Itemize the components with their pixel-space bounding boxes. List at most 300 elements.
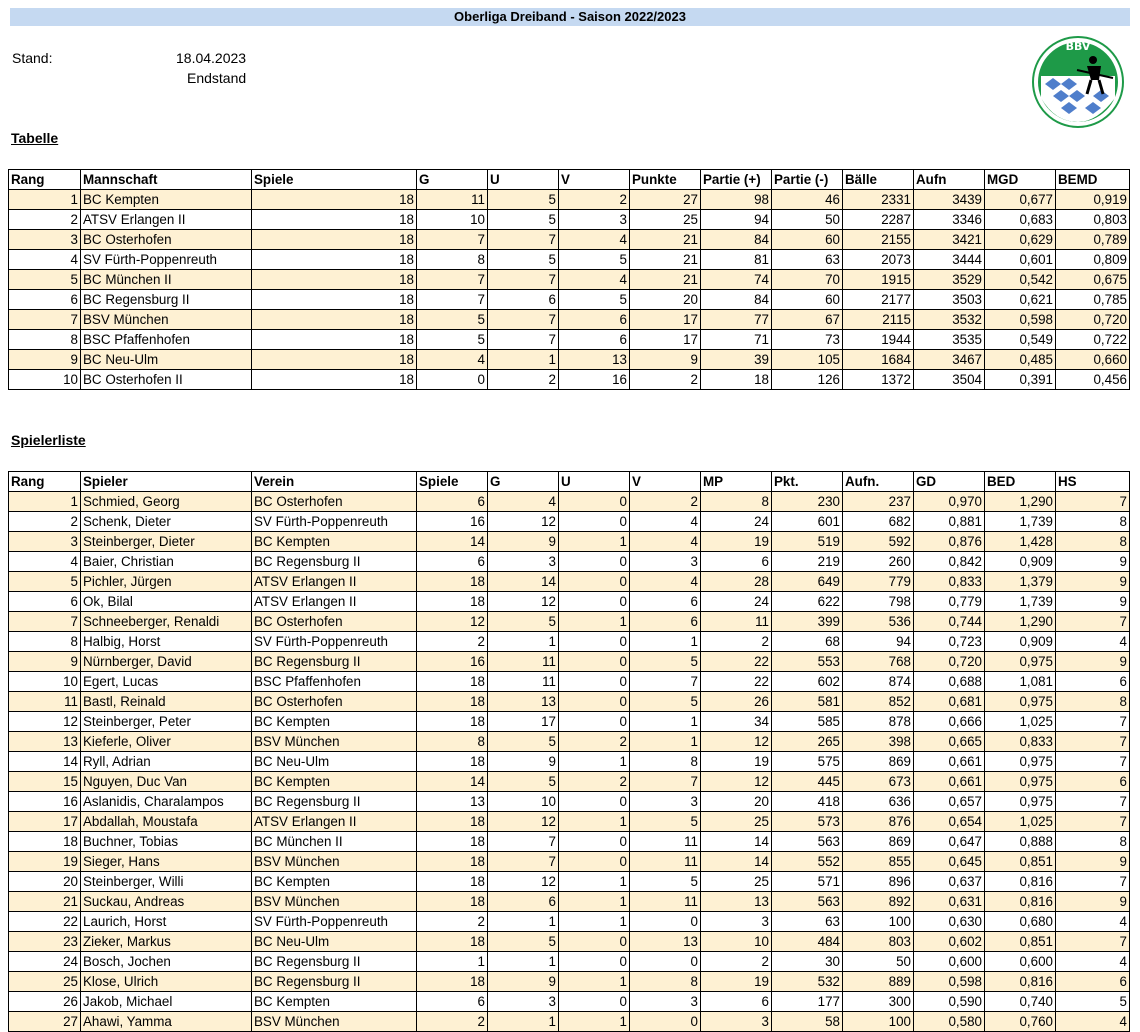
table-cell: 0: [630, 952, 701, 972]
table-cell: 1: [488, 632, 559, 652]
table-cell: 11: [9, 692, 81, 712]
table-cell: 94: [701, 210, 772, 230]
table-cell: 9: [9, 652, 81, 672]
table-row: [9, 190, 1130, 210]
table-cell: 3: [559, 210, 630, 230]
table-cell: 7: [1056, 612, 1130, 632]
table-cell: 0,909: [985, 632, 1056, 652]
table-cell: 0,803: [1056, 210, 1130, 230]
table-cell: 18: [417, 712, 488, 732]
table-cell: Egert, Lucas: [81, 672, 252, 692]
table-cell: 7: [417, 230, 488, 250]
table-cell: 4: [1056, 632, 1130, 652]
table-cell: 9: [9, 350, 81, 370]
table-cell: BC Neu-Ulm: [252, 752, 417, 772]
table-cell: 7: [1056, 792, 1130, 812]
table-cell: 1: [559, 752, 630, 772]
table-cell: 1: [9, 190, 81, 210]
table-cell: 1: [559, 912, 630, 932]
table-cell: 7: [630, 772, 701, 792]
table-cell: 0: [559, 932, 630, 952]
table-row: [9, 872, 1130, 892]
table-row: [9, 492, 1130, 512]
player-list-table: [8, 471, 1130, 1032]
table-cell: 0,975: [985, 652, 1056, 672]
column-header: Verein: [252, 472, 417, 492]
table-cell: Zieker, Markus: [81, 932, 252, 952]
column-header: Punkte: [630, 170, 701, 190]
table-cell: 0,629: [985, 230, 1056, 250]
table-cell: 0: [559, 832, 630, 852]
table-cell: 1: [559, 972, 630, 992]
table-cell: Steinberger, Peter: [81, 712, 252, 732]
table-cell: 6: [9, 290, 81, 310]
table-cell: 5: [488, 190, 559, 210]
table-cell: BC Regensburg II: [252, 972, 417, 992]
table-cell: 22: [701, 672, 772, 692]
table-cell: BC Regensburg II: [81, 290, 252, 310]
table-cell: 11: [701, 612, 772, 632]
table-cell: 10: [9, 370, 81, 390]
table-cell: 8: [630, 752, 701, 772]
stand-date: 18.04.2023: [176, 50, 247, 66]
table-cell: 16: [417, 512, 488, 532]
table-cell: Klose, Ulrich: [81, 972, 252, 992]
table-cell: 0,919: [1056, 190, 1130, 210]
table-cell: 18: [9, 832, 81, 852]
table-cell: 2: [559, 772, 630, 792]
table-cell: 0: [559, 512, 630, 532]
table-cell: 0,549: [985, 330, 1056, 350]
table-cell: 418: [772, 792, 843, 812]
table-cell: 73: [772, 330, 843, 350]
column-header: Rang: [9, 472, 81, 492]
table-cell: 0,809: [1056, 250, 1130, 270]
table-cell: 6: [9, 592, 81, 612]
table-cell: 0,816: [985, 892, 1056, 912]
table-cell: 3529: [914, 270, 985, 290]
table-cell: 18: [417, 752, 488, 772]
table-cell: 5: [630, 652, 701, 672]
table-cell: 1,025: [985, 712, 1056, 732]
table-cell: 0,720: [914, 652, 985, 672]
table-row: [9, 832, 1130, 852]
column-header: Aufn: [914, 170, 985, 190]
table-cell: 0: [559, 792, 630, 812]
table-cell: 11: [630, 852, 701, 872]
table-cell: 28: [701, 572, 772, 592]
stand-final: Endstand: [187, 70, 247, 86]
table-cell: 575: [772, 752, 843, 772]
table-cell: 1: [559, 612, 630, 632]
table-cell: 17: [630, 310, 701, 330]
table-cell: 0,888: [985, 832, 1056, 852]
table-cell: 7: [488, 310, 559, 330]
table-row: [9, 972, 1130, 992]
table-cell: 0,975: [985, 692, 1056, 712]
table-cell: SV Fürth-Poppenreuth: [252, 912, 417, 932]
table-cell: Buchner, Tobias: [81, 832, 252, 852]
table-cell: 5: [488, 210, 559, 230]
table-cell: 0,881: [914, 512, 985, 532]
table-cell: 13: [9, 732, 81, 752]
table-cell: 77: [701, 310, 772, 330]
table-cell: 3: [488, 552, 559, 572]
table-cell: 34: [701, 712, 772, 732]
table-cell: BC Kempten: [252, 772, 417, 792]
table-row: [9, 350, 1130, 370]
table-cell: 0,723: [914, 632, 985, 652]
table-cell: 0: [559, 672, 630, 692]
table-row: [9, 532, 1130, 552]
table-cell: 4: [1056, 952, 1130, 972]
player-table-header: [9, 472, 1130, 492]
table-cell: 398: [843, 732, 914, 752]
table-cell: BC Kempten: [81, 190, 252, 210]
table-cell: 9: [1056, 652, 1130, 672]
table-cell: 0,909: [985, 552, 1056, 572]
table-cell: 16: [9, 792, 81, 812]
column-header: Bälle: [843, 170, 914, 190]
table-cell: Suckau, Andreas: [81, 892, 252, 912]
table-cell: 0,851: [985, 932, 1056, 952]
table-row: [9, 892, 1130, 912]
table-row: [9, 772, 1130, 792]
table-cell: 14: [701, 852, 772, 872]
table-cell: 602: [772, 672, 843, 692]
table-cell: 10: [701, 932, 772, 952]
table-cell: 0,683: [985, 210, 1056, 230]
table-cell: 26: [701, 692, 772, 712]
table-cell: 2115: [843, 310, 914, 330]
table-cell: 20: [630, 290, 701, 310]
table-cell: 0,661: [914, 752, 985, 772]
table-cell: 592: [843, 532, 914, 552]
table-cell: 0,970: [914, 492, 985, 512]
table-row: [9, 912, 1130, 932]
team-standings-table: [8, 169, 1130, 390]
table-cell: 7: [1056, 732, 1130, 752]
table-cell: 0,637: [914, 872, 985, 892]
table-cell: BC Kempten: [252, 712, 417, 732]
column-header: U: [559, 472, 630, 492]
table-cell: 5: [1056, 992, 1130, 1012]
table-cell: 21: [630, 270, 701, 290]
table-cell: 18: [252, 330, 417, 350]
table-cell: 1: [9, 492, 81, 512]
table-cell: 25: [701, 872, 772, 892]
table-cell: 0: [559, 552, 630, 572]
table-cell: 1,290: [985, 612, 1056, 632]
table-cell: 100: [843, 1012, 914, 1032]
table-cell: 10: [9, 672, 81, 692]
table-cell: BC Regensburg II: [252, 952, 417, 972]
column-header: GD: [914, 472, 985, 492]
table-cell: 1,379: [985, 572, 1056, 592]
column-header: G: [488, 472, 559, 492]
table-cell: 7: [488, 230, 559, 250]
table-cell: 3535: [914, 330, 985, 350]
table-cell: 9: [1056, 572, 1130, 592]
table-cell: 12: [9, 712, 81, 732]
table-cell: 6: [1056, 772, 1130, 792]
table-cell: BC Regensburg II: [252, 652, 417, 672]
table-cell: 12: [488, 512, 559, 532]
table-cell: 874: [843, 672, 914, 692]
table-cell: 5: [630, 692, 701, 712]
table-cell: 4: [1056, 912, 1130, 932]
table-cell: Jakob, Michael: [81, 992, 252, 1012]
table-cell: 0,456: [1056, 370, 1130, 390]
table-cell: 84: [701, 290, 772, 310]
table-cell: 19: [701, 972, 772, 992]
table-cell: 1: [630, 732, 701, 752]
table-cell: 13: [559, 350, 630, 370]
table-cell: 0,675: [1056, 270, 1130, 290]
table-row: [9, 370, 1130, 390]
table-cell: 5: [559, 290, 630, 310]
table-cell: 0,816: [985, 972, 1056, 992]
table-cell: 18: [417, 812, 488, 832]
table-cell: 39: [701, 350, 772, 370]
table-cell: 3: [630, 992, 701, 1012]
column-header: Pkt.: [772, 472, 843, 492]
table-cell: 265: [772, 732, 843, 752]
table-cell: 4: [630, 512, 701, 532]
table-cell: 11: [488, 672, 559, 692]
table-cell: 1: [488, 912, 559, 932]
table-cell: 519: [772, 532, 843, 552]
table-cell: 3439: [914, 190, 985, 210]
table-cell: 50: [843, 952, 914, 972]
table-row: [9, 632, 1130, 652]
table-cell: 0,816: [985, 872, 1056, 892]
table-cell: 0,580: [914, 1012, 985, 1032]
table-cell: 552: [772, 852, 843, 872]
table-cell: 3: [630, 552, 701, 572]
table-cell: 4: [417, 350, 488, 370]
table-cell: 1: [559, 892, 630, 912]
table-cell: 1: [630, 632, 701, 652]
table-cell: 3: [9, 532, 81, 552]
table-cell: 8: [630, 972, 701, 992]
table-cell: 8: [1056, 532, 1130, 552]
table-cell: 8: [9, 330, 81, 350]
table-cell: 573: [772, 812, 843, 832]
table-cell: 0,485: [985, 350, 1056, 370]
table-cell: Nürnberger, David: [81, 652, 252, 672]
table-cell: 60: [772, 230, 843, 250]
table-cell: 399: [772, 612, 843, 632]
table-cell: 94: [843, 632, 914, 652]
table-cell: BSV München: [252, 732, 417, 752]
table-cell: Baier, Christian: [81, 552, 252, 572]
table-cell: 18: [252, 310, 417, 330]
table-cell: BC Osterhofen: [252, 612, 417, 632]
table-cell: 563: [772, 892, 843, 912]
table-cell: 4: [1056, 1012, 1130, 1032]
table-cell: 18: [252, 250, 417, 270]
table-cell: 24: [701, 512, 772, 532]
table-cell: 13: [488, 692, 559, 712]
table-row: [9, 752, 1130, 772]
table-cell: 0,876: [914, 532, 985, 552]
table-cell: 67: [772, 310, 843, 330]
table-cell: 7: [417, 270, 488, 290]
column-header: V: [559, 170, 630, 190]
table-cell: 15: [9, 772, 81, 792]
table-cell: 1684: [843, 350, 914, 370]
table-cell: 571: [772, 872, 843, 892]
bbv-logo: [1027, 36, 1129, 128]
table-cell: 869: [843, 832, 914, 852]
table-cell: 13: [701, 892, 772, 912]
table-cell: 14: [417, 772, 488, 792]
table-cell: 0,680: [985, 912, 1056, 932]
section-title-spielerliste: Spielerliste: [11, 432, 86, 448]
table-cell: 10: [417, 210, 488, 230]
table-cell: 1: [559, 532, 630, 552]
table-cell: 2287: [843, 210, 914, 230]
table-cell: 9: [488, 752, 559, 772]
table-cell: BC Osterhofen: [81, 230, 252, 250]
table-cell: 9: [630, 350, 701, 370]
table-cell: 7: [630, 672, 701, 692]
table-cell: 18: [252, 350, 417, 370]
column-header: Spieler: [81, 472, 252, 492]
table-cell: 7: [1056, 932, 1130, 952]
table-cell: 30: [772, 952, 843, 972]
table-cell: 9: [488, 972, 559, 992]
table-cell: 682: [843, 512, 914, 532]
column-header: BEMD: [1056, 170, 1130, 190]
table-cell: 0,677: [985, 190, 1056, 210]
table-cell: 4: [9, 552, 81, 572]
table-cell: 878: [843, 712, 914, 732]
table-cell: 0,645: [914, 852, 985, 872]
column-header: V: [630, 472, 701, 492]
table-cell: 532: [772, 972, 843, 992]
table-cell: 18: [417, 692, 488, 712]
table-cell: Ryll, Adrian: [81, 752, 252, 772]
table-cell: BC Osterhofen: [252, 692, 417, 712]
table-row: [9, 592, 1130, 612]
table-cell: 7: [1056, 712, 1130, 732]
table-cell: 0: [559, 572, 630, 592]
table-cell: 5: [417, 310, 488, 330]
table-cell: Halbig, Horst: [81, 632, 252, 652]
table-cell: 2073: [843, 250, 914, 270]
table-cell: SV Fürth-Poppenreuth: [81, 250, 252, 270]
table-row: [9, 992, 1130, 1012]
table-cell: 2155: [843, 230, 914, 250]
table-cell: 74: [701, 270, 772, 290]
table-cell: 5: [488, 932, 559, 952]
table-cell: 0,654: [914, 812, 985, 832]
table-cell: 3: [701, 912, 772, 932]
table-cell: 18: [417, 872, 488, 892]
table-cell: 20: [9, 872, 81, 892]
table-cell: BC Neu-Ulm: [81, 350, 252, 370]
table-cell: 230: [772, 492, 843, 512]
table-cell: BC Regensburg II: [252, 792, 417, 812]
table-cell: 7: [1056, 872, 1130, 892]
table-row: [9, 552, 1130, 572]
table-cell: 0,975: [985, 752, 1056, 772]
table-cell: 25: [701, 812, 772, 832]
table-cell: 18: [701, 370, 772, 390]
table-cell: ATSV Erlangen II: [252, 812, 417, 832]
table-cell: 5: [630, 812, 701, 832]
table-row: [9, 852, 1130, 872]
column-header: Partie (+): [701, 170, 772, 190]
table-cell: Pichler, Jürgen: [81, 572, 252, 592]
table-cell: 6: [1056, 972, 1130, 992]
table-cell: 0,722: [1056, 330, 1130, 350]
table-cell: Steinberger, Dieter: [81, 532, 252, 552]
table-cell: Laurich, Horst: [81, 912, 252, 932]
table-cell: BSV München: [252, 1012, 417, 1032]
table-cell: 779: [843, 572, 914, 592]
table-cell: 0,975: [985, 792, 1056, 812]
table-cell: 81: [701, 250, 772, 270]
table-cell: 1,025: [985, 812, 1056, 832]
table-cell: 585: [772, 712, 843, 732]
table-cell: 2: [417, 632, 488, 652]
table-cell: 219: [772, 552, 843, 572]
table-cell: 0: [559, 592, 630, 612]
table-cell: 0: [559, 632, 630, 652]
table-cell: 46: [772, 190, 843, 210]
table-cell: Sieger, Hans: [81, 852, 252, 872]
table-row: [9, 652, 1130, 672]
table-cell: 2177: [843, 290, 914, 310]
table-cell: BC Osterhofen II: [81, 370, 252, 390]
table-cell: 2: [9, 512, 81, 532]
table-cell: 601: [772, 512, 843, 532]
table-cell: 14: [9, 752, 81, 772]
table-cell: BSV München: [252, 852, 417, 872]
table-cell: 3: [630, 792, 701, 812]
table-cell: 0,660: [1056, 350, 1130, 370]
table-cell: 2: [417, 1012, 488, 1032]
table-cell: 6: [559, 330, 630, 350]
table-cell: 1372: [843, 370, 914, 390]
table-cell: 0,851: [985, 852, 1056, 872]
table-cell: 5: [9, 572, 81, 592]
table-cell: 6: [630, 592, 701, 612]
section-title-tabelle: Tabelle: [11, 130, 59, 146]
table-cell: 1944: [843, 330, 914, 350]
table-cell: 563: [772, 832, 843, 852]
table-cell: 553: [772, 652, 843, 672]
table-cell: 2: [559, 190, 630, 210]
table-cell: BSV München: [81, 310, 252, 330]
table-cell: 177: [772, 992, 843, 1012]
table-cell: 0: [559, 712, 630, 732]
table-cell: 5: [488, 732, 559, 752]
table-cell: 60: [772, 290, 843, 310]
table-cell: Bosch, Jochen: [81, 952, 252, 972]
table-cell: 0,630: [914, 912, 985, 932]
table-cell: 5: [559, 250, 630, 270]
table-cell: 18: [417, 592, 488, 612]
table-row: [9, 330, 1130, 350]
table-cell: 9: [1056, 852, 1130, 872]
table-cell: ATSV Erlangen II: [81, 210, 252, 230]
table-cell: 17: [630, 330, 701, 350]
table-cell: 0,740: [985, 992, 1056, 1012]
